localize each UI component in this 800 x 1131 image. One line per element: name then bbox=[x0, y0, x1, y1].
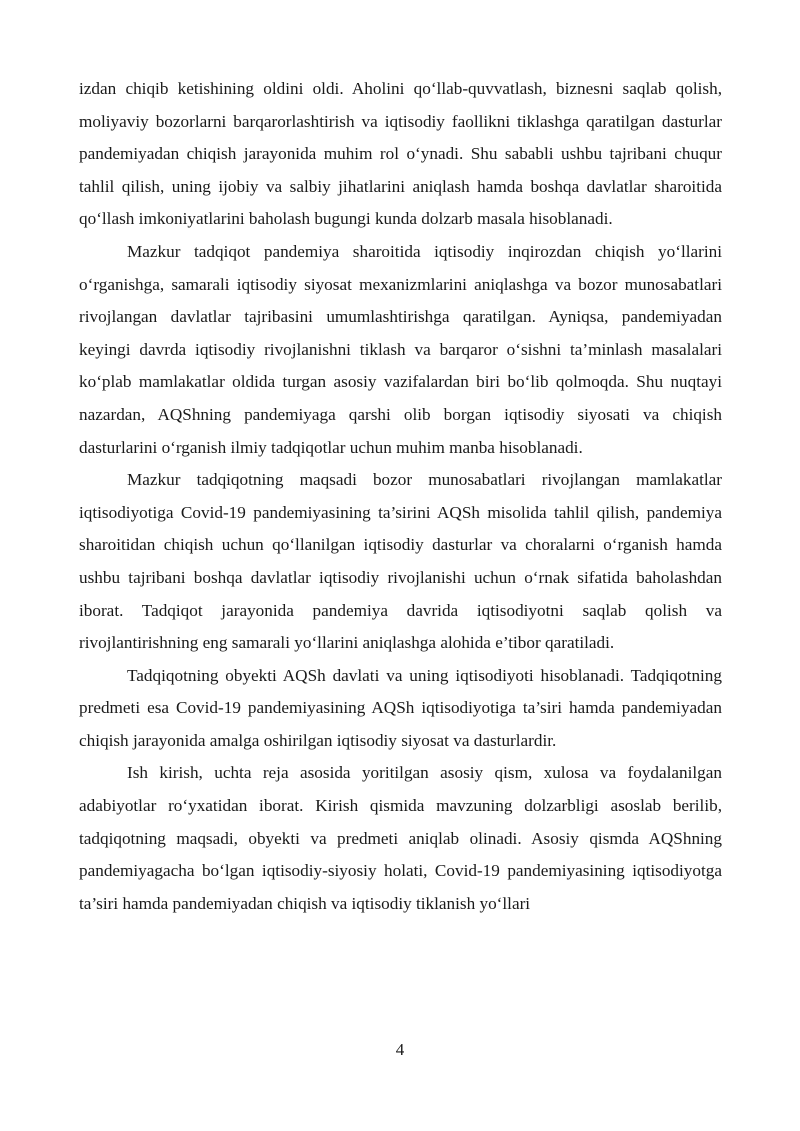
paragraph-research-aim-overview: Mazkur tadqiqot pandemiya sharoitida iqtisodiy inqirozdan chiqish yo‘llarini o‘rganishga, samarali iqtisodiy siyosat mexanizmlarini aniqlashga va bozor munosabatlari rivojlangan davlatlar tajribasini umumlashtirishga qaratilgan. Ayniqsa, pandemiyadan keyingi davrda iqtisodiy rivojlanishni tiklash va barqaror o‘sishni ta’minlash masalalari ko‘plab mamlakatlar oldida turgan asosiy vazifalardan biri bo‘lib qolmoqda. Shu nuqtayi nazardan, AQShning pandemiyaga qarshi olib borgan iqtisodiy siyosati va chiqish dasturlarini o‘rganish ilmiy tadqiqotlar uchun muhim manba hisoblanadi. bbox=[79, 241, 722, 457]
body-text bbox=[79, 73, 722, 920]
paragraph-object-subject: Tadqiqotning obyekti AQSh davlati va uning iqtisodiyoti hisoblanadi. Tadqiqotning predmeti esa Covid-19 pandemiyasining AQSh iqtisodiyotiga ta’siri hamda pandemiyadan chiqish jarayonida amalga oshirilgan iqtisodiy siyosat va dasturlardir. bbox=[79, 665, 722, 750]
page-number: 4 bbox=[395, 1040, 405, 1059]
paragraph-continuation: izdan chiqib ketishining oldini oldi. Aholini qo‘llab-quvvatlash, biznesni saqlab qolish, moliyaviy bozorlarni barqarorlashtirish va iqtisodiy faollikni tiklashga qaratilgan dasturlar pandemiyadan chiqish jarayonida muhim rol o‘ynadi. Shu sababli ushbu tajribani chuqur tahlil qilish, uning ijobiy va salbiy jihatlarini aniqlash hamda boshqa davlatlar sharoitida qo‘llash imkoniyatlarini baholash bugungi kunda dolzarb masala hisoblanadi. bbox=[79, 79, 722, 229]
paragraph-structure: Ish kirish, uchta reja asosida yoritilgan asosiy qism, xulosa va foydalanilgan adabiyotlar ro‘yxatidan iborat. Kirish qismida mavzuning dolzarbligi asoslab berilib, tadqiqotning maqsadi, obyekti va predmeti aniqlab olinadi. Asosiy qismda AQShning pandemiyagacha bo‘lgan iqtisodiy-siyosiy holati, Covid-19 pandemiyasining iqtisodiyotga ta’siri hamda pandemiyadan chiqish va iqtisodiy tiklanish yo‘llari bbox=[79, 763, 722, 913]
paragraph-research-goal: Mazkur tadqiqotning maqsadi bozor munosabatlari rivojlangan mamlakatlar iqtisodiyotiga Covid-19 pandemiyasining ta’sirini AQSh misolida tahlil qilish, pandemiya sharoitidan chiqish uchun qo‘llanilgan iqtisodiy dasturlar va choralarni o‘rganish hamda ushbu tajribani boshqa davlatlar iqtisodiy rivojlanishi uchun o‘rnak sifatida baholashdan iborat. Tadqiqot jarayonida pandemiya davrida iqtisodiyotni saqlab qolish va rivojlantirishning eng samarali yo‘llarini aniqlashga alohida e’tibor qaratiladi. bbox=[79, 470, 722, 653]
